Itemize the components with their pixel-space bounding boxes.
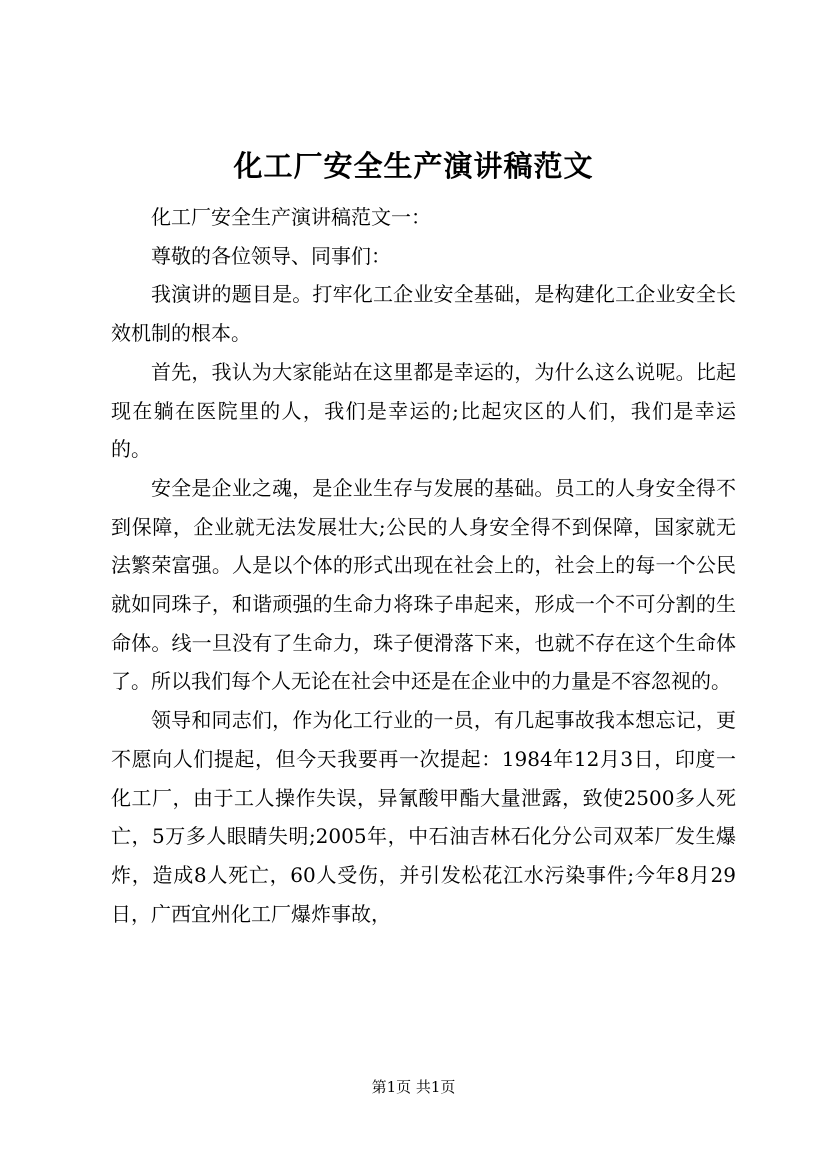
paragraph-topic: 我演讲的题目是。打牢化工企业安全基础，是构建化工企业安全长效机制的根本。 — [111, 282, 736, 346]
paragraph-safety-soul: 安全是企业之魂，是企业生存与发展的基础。员工的人身安全得不到保障，企业就无法发展壮大;公民的人身安全得不到保障，国家就无法繁荣富强。人是以个体的形式出现在社会上的，社会上的每一个公民就如同珠子，和谐顽强的生命力将珠子串起来，形成一个不可分割的生命体。线一旦没有了生命力，珠子便滑落下来，也就不存在这个生命体了。所以我们每个人无论在社会中还是在企业中的力量是不容忽视的。 — [111, 475, 736, 694]
paragraph-heading: 化工厂安全生产演讲稿范文一： — [151, 205, 431, 229]
page-footer: 第1页 共1页 — [371, 1078, 456, 1096]
document-title: 化工厂安全生产演讲稿范文 — [233, 149, 594, 183]
paragraph-salutation: 尊敬的各位领导、同事们： — [151, 243, 391, 268]
document-body — [111, 198, 736, 933]
paragraph-fortunate: 首先，我认为大家能站在这里都是幸运的，为什么这么说呢。比起现在躺在医院里的人，我们是幸运的;比起灾区的人们，我们是幸运的。 — [111, 359, 736, 462]
paragraph-accidents: 领导和同志们，作为化工行业的一员，有几起事故我本想忘记，更不愿向人们提起，但今天我要再一次提起：1984年12月3日，印度一化工厂，由于工人操作失误，异氰酸甲酯大量泄露，致使2500多人死亡，5万多人眼睛失明;2005年，中石油吉林石化分公司双苯厂发生爆炸，造成8人死亡，60人受伤，并引发松花江水污染事件;今年8月29日，广西宜州化工厂爆炸事故， — [111, 708, 736, 926]
